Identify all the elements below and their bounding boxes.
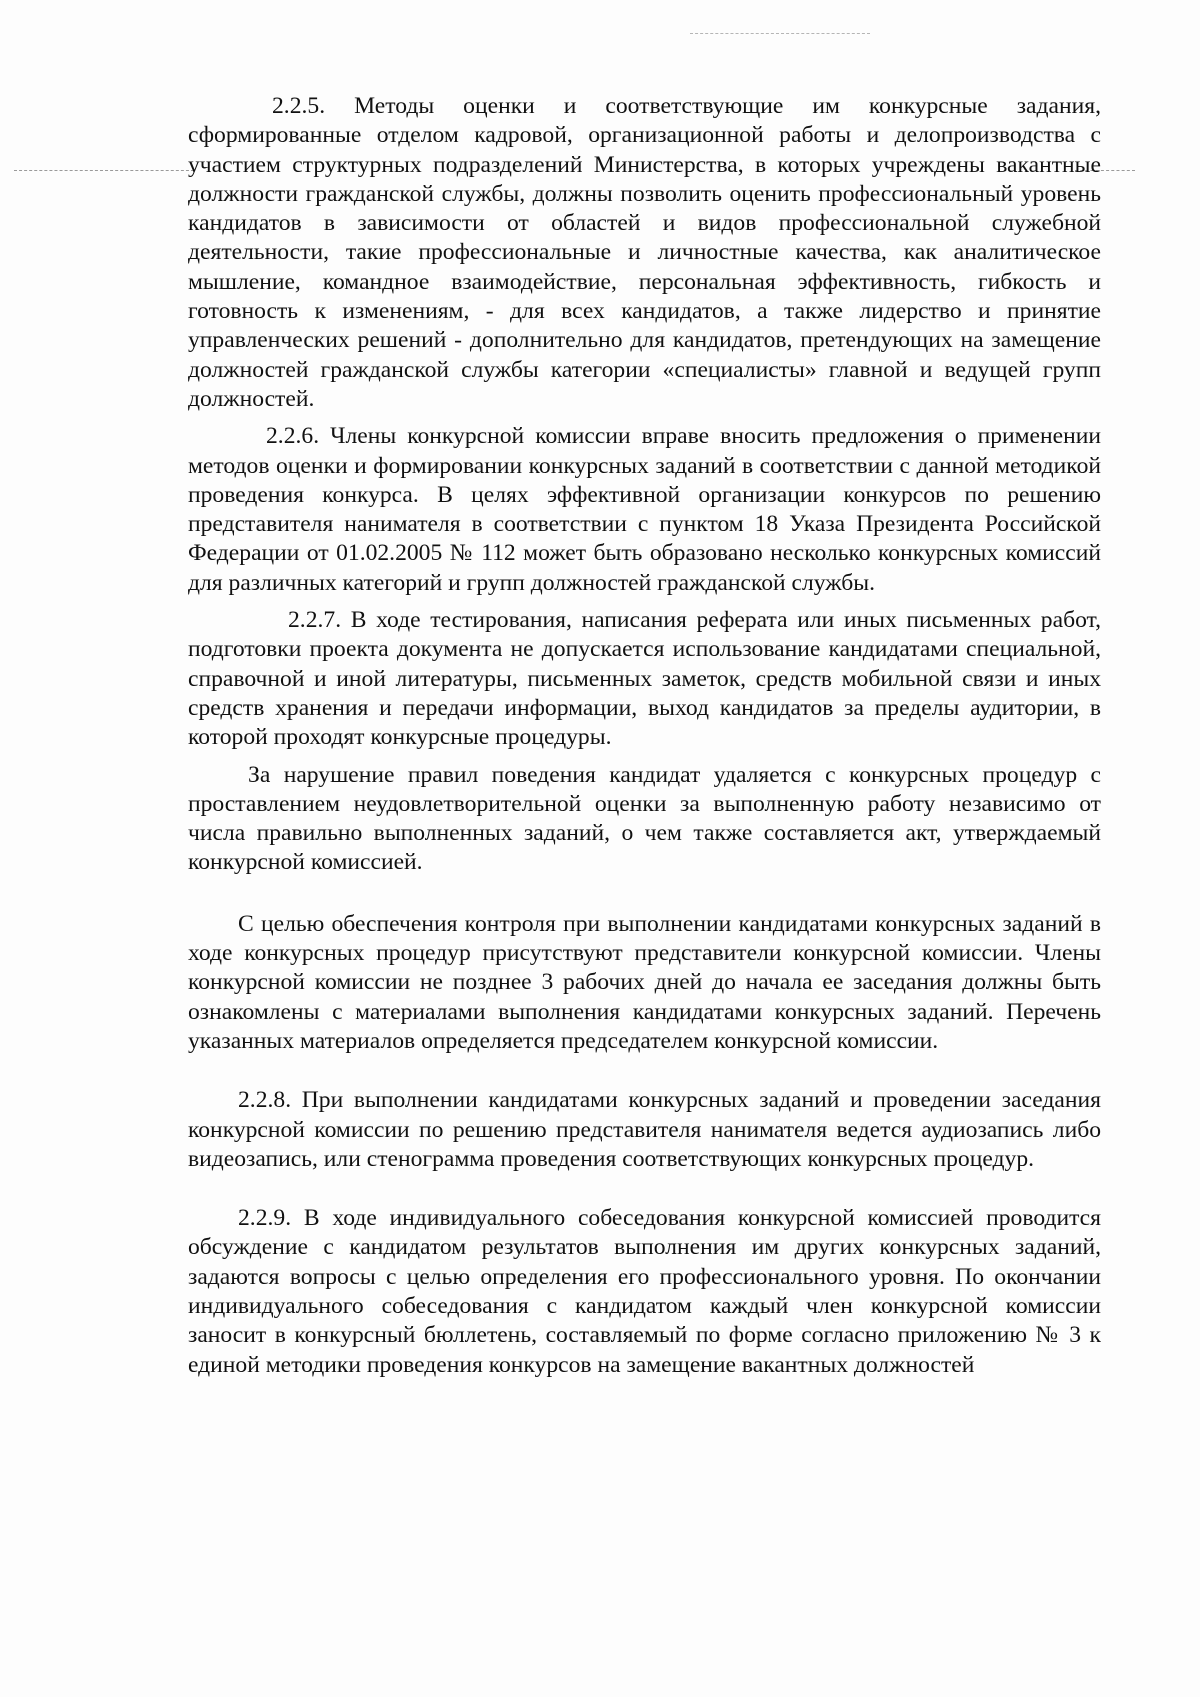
paragraph-violation-rules: За нарушение правил поведения кандидат удаляется с конкурсных процедур с проставлением неудовлетворительной оценки за выполненную работу независимо от числа правильно выполненных заданий, о чем также составляется акт, утверждаемый конкурсной комиссией. [188,761,1101,876]
paragraph-2-2-9: 2.2.9. В ходе индивидуального собеседования конкурсной комиссией проводится обсуждение с кандидатом результатов выполнения им других конкурсных заданий, задаются вопросы с целью определения его профессионального уровня. По окончании индивидуального собеседования с кандидатом каждый член конкурсной комиссии заносит в конкурсный бюллетень, составляемый по форме согласно приложению № 3 к единой методики проведения конкурсов на замещение вакантных должностей [188,1205,1101,1378]
paragraph-2-2-5: 2.2.5. Методы оценки и соответствующие им конкурсные задания, сформированные отделом кадровой, организационной работы и делопроизводства с участием структурных подразделений Министерства, в которых учреждены вакантные должности гражданской службы, должны позволить оценить профессиональный уровень кандидатов в зависимости от областей и видов профессиональной служебной деятельности, такие профессиональные и личностные качества, как аналитическое мышление, командное взаимодействие, персональная эффективность, гибкость и готовность к изменениям, - для всех кандидатов, а также лидерство и принятие управленческих решений - дополнительно для кандидатов, претендующих на замещение должностей гражданской службы категории «специалисты» главной и ведущей групп должностей. [188,93,1101,412]
paragraph-control: С целью обеспечения контроля при выполнении кандидатами конкурсных заданий в ходе конкурсных процедур присутствуют представители конкурсной комиссии. Члены конкурсной комиссии не позднее 3 рабочих дней до начала ее заседания должны быть ознакомлены с материалами выполнения кандидатами конкурсных заданий. Перечень указанных материалов определяется председателем конкурсной комиссии. [188,910,1101,1054]
paragraph-2-2-8: 2.2.8. При выполнении кандидатами конкурсных заданий и проведении заседания конкурсной комиссии по решению представителя нанимателя ведется аудиозапись либо видеозапись, или стенограмма проведения соответствующих конкурсных процедур. [188,1087,1101,1172]
scan-artifact-line [14,170,194,171]
paragraph-2-2-6: 2.2.6. Члены конкурсной комиссии вправе вносить предложения о применении методов оценки и формировании конкурсных заданий в соответствии с данной методикой проведения конкурса. В целях эффективной организации конкурсов по решению представителя нанимателя в соответствии с пунктом 18 Указа Президента Российской Федерации от 01.02.2005 № 112 может быть образовано несколько конкурсных комиссий для различных категорий и групп должностей гражданской службы. [188,423,1101,596]
document-body [188,92,1101,1380]
paragraph-2-2-7: 2.2.7. В ходе тестирования, написания реферата или иных письменных работ, подготовки проекта документа не допускается использование кандидатами специальной, справочной и иной литературы, письменных заметок, средств мобильной связи и иных средств хранения и передачи информации, выход кандидатов за пределы аудитории, в которой проходят конкурсные процедуры. [188,607,1101,751]
scan-artifact-line [690,33,870,34]
